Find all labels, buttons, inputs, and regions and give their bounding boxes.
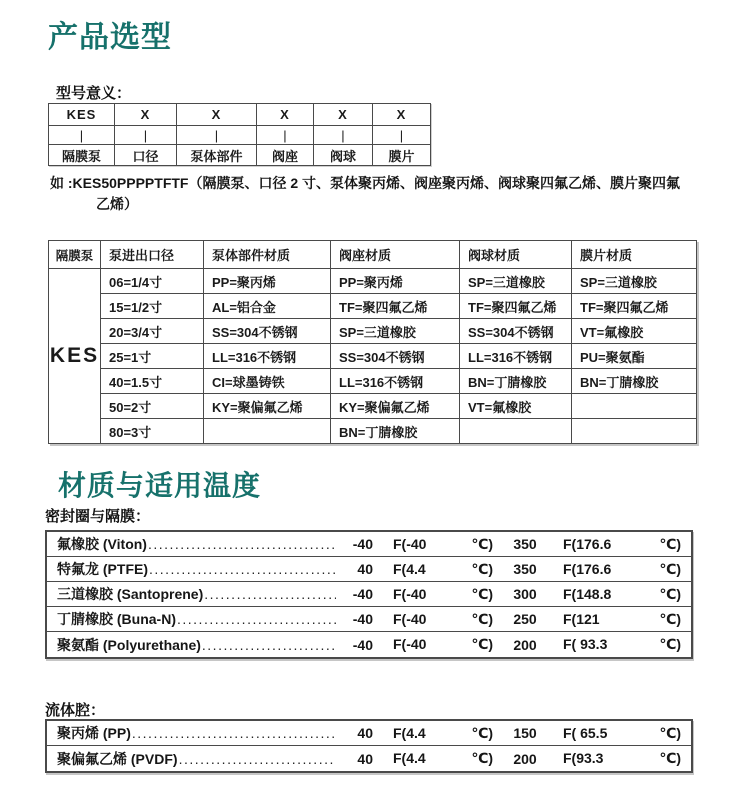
- table-row: [49, 344, 697, 369]
- fluid-temp-table: [45, 719, 693, 773]
- min-temp-c: [393, 561, 493, 578]
- cell: 80=3寸: [101, 419, 204, 444]
- cell: PP=聚丙烯: [204, 269, 331, 294]
- unit: ℃): [471, 636, 493, 652]
- material-name: 聚氨酯 (Polyurethane): [57, 636, 201, 653]
- material-name: 三道橡胶 (Santoprene): [57, 586, 204, 602]
- cell: 15=1/2寸: [101, 294, 204, 319]
- cell: TF=聚四氟乙烯: [572, 294, 697, 319]
- value: F(4.4: [393, 724, 426, 741]
- column-header: 泵进出口径: [101, 241, 204, 269]
- cell: |: [257, 126, 314, 145]
- value: F( 93.3: [563, 636, 608, 652]
- cell: X: [115, 104, 177, 126]
- column-header: 膜片材质: [572, 241, 697, 269]
- cell: [572, 394, 697, 419]
- cell: X: [177, 104, 257, 126]
- max-temp-c: [563, 750, 681, 767]
- cell: KES: [49, 104, 115, 126]
- cell: LL=316不锈钢: [331, 369, 460, 394]
- model-name-row: [49, 145, 431, 166]
- min-temp-f: -40: [352, 611, 373, 627]
- cell: KY=聚偏氟乙烯: [204, 394, 331, 419]
- cell: SS=304不锈钢: [331, 344, 460, 369]
- fluid-chamber-label: 流体腔：: [45, 702, 106, 719]
- max-temp-c: [563, 586, 681, 603]
- min-temp-c: [393, 636, 493, 653]
- dot-leader: [177, 611, 336, 627]
- value: F(-40: [393, 535, 427, 552]
- dot-leader: [202, 637, 336, 653]
- unit: ℃): [471, 560, 493, 577]
- min-temp-f: 40: [357, 561, 373, 577]
- column-header: 阀座材质: [331, 241, 460, 269]
- unit: ℃): [659, 636, 681, 652]
- max-temp-c: [563, 561, 681, 578]
- cell: X: [373, 104, 431, 126]
- min-temp-c: [393, 725, 493, 742]
- cell: [204, 419, 331, 444]
- unit: ℃): [659, 585, 681, 602]
- min-temp-f: -40: [352, 586, 373, 602]
- value: F(176.6: [563, 560, 612, 577]
- cell: 25=1寸: [101, 344, 204, 369]
- dot-leader: [132, 725, 336, 741]
- cell: |: [314, 126, 373, 145]
- table-row: [47, 532, 691, 557]
- max-temp-f: 200: [513, 636, 537, 653]
- value: F(-40: [393, 585, 427, 602]
- max-temp-c: [563, 725, 681, 742]
- min-temp-f: 40: [357, 750, 373, 767]
- unit: ℃): [659, 535, 681, 552]
- max-temp-c: [563, 636, 681, 653]
- value: F(-40: [393, 610, 427, 627]
- value: F(4.4: [393, 560, 426, 577]
- cell: BN=丁腈橡胶: [572, 369, 697, 394]
- seal-temp-table: [45, 530, 693, 659]
- model-code-row: [49, 104, 431, 126]
- unit: ℃): [471, 750, 493, 766]
- selection-header-row: [49, 241, 697, 269]
- value: F( 65.5: [563, 724, 608, 741]
- cell: |: [115, 126, 177, 145]
- value: F(176.6: [563, 535, 612, 552]
- min-temp-c: [393, 611, 493, 628]
- cell: 40=1.5寸: [101, 369, 204, 394]
- min-temp-c: [393, 750, 493, 767]
- selection-table: [48, 240, 697, 444]
- min-temp-f: -40: [352, 636, 373, 653]
- cell: SS=304不锈钢: [460, 319, 572, 344]
- column-header: 阀球材质: [460, 241, 572, 269]
- cell: KY=聚偏氟乙烯: [331, 394, 460, 419]
- unit: ℃): [471, 585, 493, 602]
- cell: LL=316不锈钢: [204, 344, 331, 369]
- material-name: 氟橡胶 (Viton): [57, 536, 147, 552]
- max-temp-f: 300: [513, 586, 537, 602]
- model-code-table: [48, 103, 431, 166]
- min-temp-c: [393, 536, 493, 553]
- series-label-cell: KES: [49, 269, 101, 444]
- cell: X: [257, 104, 314, 126]
- unit: ℃): [659, 724, 681, 741]
- value: F(121: [563, 610, 600, 627]
- model-example-text: 如 :KES50PPPPTFTF（隔膜泵、口径 2 寸、泵体聚丙烯、阀座聚丙烯、阀球聚四氟乙烯、膜片聚四氟乙烯）: [50, 175, 681, 212]
- table-row: [47, 721, 691, 746]
- table-row: [49, 419, 697, 444]
- unit: ℃): [471, 610, 493, 627]
- section-title-materials: 材质与适用温度: [58, 470, 262, 501]
- cell: PP=聚丙烯: [331, 269, 460, 294]
- cell: CI=球墨铸铁: [204, 369, 331, 394]
- unit: ℃): [659, 610, 681, 627]
- table-row: [49, 294, 697, 319]
- cell: 膜片: [373, 145, 431, 166]
- column-header: 隔膜泵: [49, 241, 101, 269]
- column-header: 泵体部件材质: [204, 241, 331, 269]
- dot-leader: [148, 536, 336, 552]
- material-name: 特氟龙 (PTFE): [57, 561, 148, 577]
- cell: 20=3/4寸: [101, 319, 204, 344]
- table-row: [47, 632, 691, 657]
- material-name: 丁腈橡胶 (Buna-N): [57, 611, 176, 627]
- cell: 泵体部件: [177, 145, 257, 166]
- table-row: [47, 582, 691, 607]
- cell: 50=2寸: [101, 394, 204, 419]
- dot-leader: [179, 751, 336, 767]
- cell: BN=丁腈橡胶: [331, 419, 460, 444]
- unit: ℃): [471, 535, 493, 552]
- model-meaning-label: 型号意义：: [56, 85, 132, 102]
- max-temp-c: [563, 536, 681, 553]
- unit: ℃): [659, 560, 681, 577]
- min-temp-c: [393, 586, 493, 603]
- cell: SP=三道橡胶: [331, 319, 460, 344]
- table-row: [47, 607, 691, 632]
- dot-leader: [204, 586, 336, 602]
- table-row: [47, 557, 691, 582]
- value: F(93.3: [563, 750, 604, 766]
- cell: SP=三道橡胶: [572, 269, 697, 294]
- max-temp-f: 350: [513, 561, 537, 577]
- table-row: [49, 394, 697, 419]
- cell: TF=聚四氟乙烯: [331, 294, 460, 319]
- cell: 隔膜泵: [49, 145, 115, 166]
- unit: ℃): [659, 750, 681, 766]
- min-temp-f: -40: [352, 536, 373, 552]
- unit: ℃): [471, 724, 493, 741]
- seal-diaphragm-label: 密封圈与隔膜：: [45, 508, 151, 525]
- cell: 阀座: [257, 145, 314, 166]
- cell: AL=铝合金: [204, 294, 331, 319]
- material-name: 聚偏氟乙烯 (PVDF): [57, 750, 178, 767]
- value: F(-40: [393, 636, 427, 652]
- max-temp-f: 150: [513, 725, 537, 741]
- cell: SP=三道橡胶: [460, 269, 572, 294]
- cell: BN=丁腈橡胶: [460, 369, 572, 394]
- cell: VT=氟橡胶: [572, 319, 697, 344]
- value: F(148.8: [563, 585, 612, 602]
- table-row: [47, 746, 691, 771]
- cell: VT=氟橡胶: [460, 394, 572, 419]
- cell: |: [177, 126, 257, 145]
- cell: |: [373, 126, 431, 145]
- cell: PU=聚氨酯: [572, 344, 697, 369]
- cell: 06=1/4寸: [101, 269, 204, 294]
- max-temp-f: 200: [513, 750, 537, 767]
- max-temp-f: 350: [513, 536, 537, 552]
- table-row: [49, 319, 697, 344]
- table-row: [49, 369, 697, 394]
- cell: 口径: [115, 145, 177, 166]
- cell: |: [49, 126, 115, 145]
- cell: X: [314, 104, 373, 126]
- min-temp-f: 40: [357, 725, 373, 741]
- max-temp-f: 250: [513, 611, 537, 627]
- page-title: 产品选型: [48, 21, 172, 54]
- cell: [572, 419, 697, 444]
- table-row: [49, 269, 697, 294]
- cell: TF=聚四氟乙烯: [460, 294, 572, 319]
- cell: [460, 419, 572, 444]
- model-connector-row: [49, 126, 431, 145]
- max-temp-c: [563, 611, 681, 628]
- material-name: 聚丙烯 (PP): [57, 725, 131, 741]
- value: F(4.4: [393, 750, 426, 766]
- cell: LL=316不锈钢: [460, 344, 572, 369]
- dot-leader: [149, 561, 336, 577]
- cell: SS=304不锈钢: [204, 319, 331, 344]
- cell: 阀球: [314, 145, 373, 166]
